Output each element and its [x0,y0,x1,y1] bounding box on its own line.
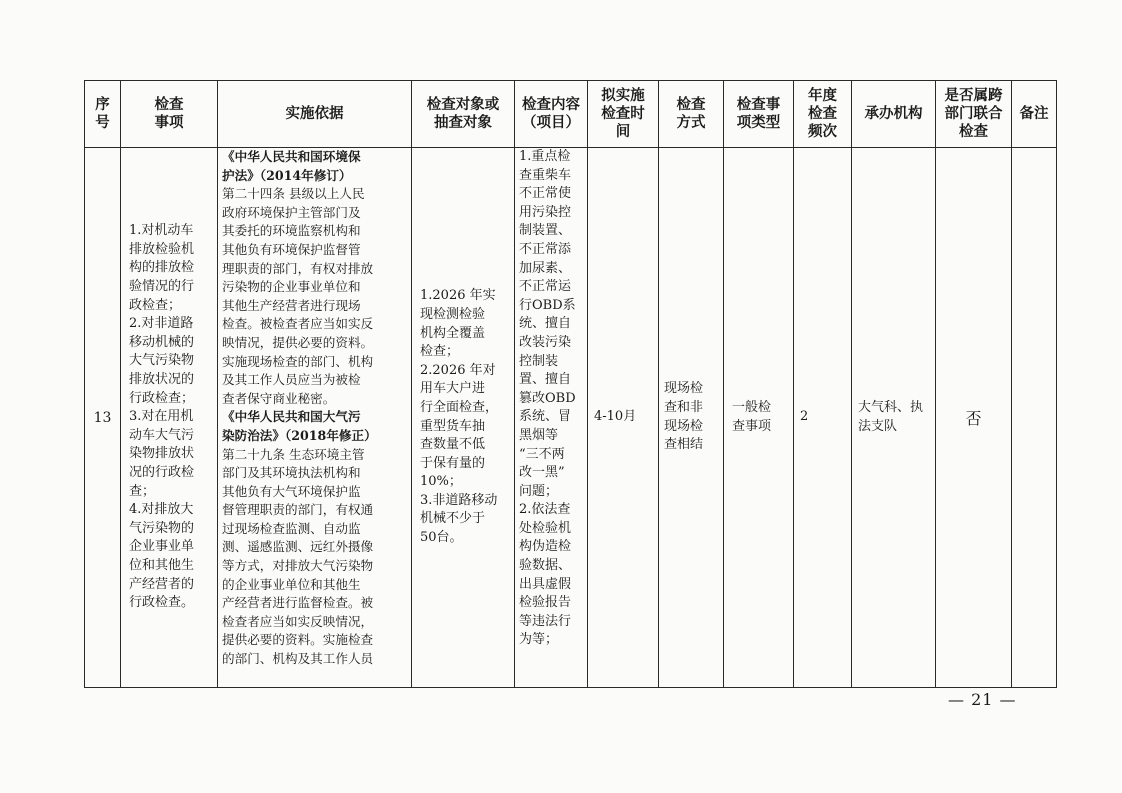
header-org: 承办机构 [852,81,936,148]
row-item: 1.对机动车 排放检验机 构的排放检 验情况的行 政检查； 2.对非道路 移动机械的 大气污染物 排放状况的 行政检查； 3.对在用机 动车大气污 染物排放状 况的行政检 查； 4.对排放大 气污染物的 企业事业单 位和其他生 产经营者的 行政检查。 [121,148,218,688]
row-note [1012,148,1057,688]
table-row [85,148,1057,688]
row-seq: 13 [85,148,121,688]
law2-article: 第二十九条 [222,446,285,462]
law1-text-first: 县级以上人民 [284,186,365,202]
header-time: 拟实施 检查时 间 [588,81,659,148]
law1-text: 政府环境保护主管部门及 其委托的环境监察机构和 其他负有环境保护监督管 理职责的部门，有权对排放 污染物的企业事业单位和 其他生产经营者进行现场 检查。被检查者应当如实反 映情况，提供必要的资料。 实施现场检查的部门、机构 及其工作人员应当为被检 查者保守商业秘密。 [222,204,374,406]
page-number: — 21 — [948,690,1017,709]
header-note: 备注 [1012,81,1057,148]
header-type: 检查事 项类型 [724,81,794,148]
row-target: 1.2026 年实 现检测检验 机构全覆盖 检查； 2.2026 年对 用车大户进 行全面检查， 重型货车抽 查数量不低 于保有量的 10%； 3.非道路移动 机械不少于 50台。 [412,148,515,688]
inspection-table [84,80,1057,688]
row-freq: 2 [794,148,852,688]
row-method: 现场检 查和非 现场检 查相结 [659,148,724,688]
header-freq: 年度 检查 频次 [794,81,852,148]
row-org: 大气科、执 法支队 [852,148,936,688]
header-seq: 序 号 [85,81,121,148]
law2-text-first: 生态环境主管 [284,446,365,462]
row-type: 一般检 查事项 [724,148,794,688]
header-method: 检查 方式 [659,81,724,148]
header-item: 检查 事项 [121,81,218,148]
law1-article: 第二十四条 [222,186,285,202]
header-content: 检查内容 （项目） [515,81,588,148]
header-row [85,81,1057,148]
law2-text: 部门及其环境执法机构和 其他负有大气环境保护监 督管理职责的部门，有权通 过现场检查监测、自动监 测、遥感监测、远红外摄像 等方式，对排放大气污染物 的企业事业单位和其他生 产经营者进行监督检查。被 检查者应当如实反映情况， 提供必要的资料。实施检查 的部门、机构及其工作人员 [222,465,374,667]
row-joint: 否 [936,148,1012,688]
law2-title: 《中华人民共和国大气污 染防治法》（2018年修正） [222,409,377,443]
row-content: 1.重点检 查重柴车 不正常使 用污染控 制装置、 不正常添 加尿素、 不正常运 行OBD系 统、擅自 改装污染 控制装 置、擅自 篡改OBD 系统、冒 黑烟等 “三不两 改一黑” 问题； 2.依法查 处检验机 构伪造检 验数据、 出具虚假 检验报告 等违法行 为等； [515,148,588,688]
law1-title: 《中华人民共和国环境保 护法》（2014年修订） [222,149,361,183]
row-time: 4-10月 [588,148,659,688]
header-basis: 实施依据 [218,81,412,148]
header-target: 检查对象或 抽查对象 [412,81,515,148]
row-basis [218,148,412,688]
header-joint: 是否属跨 部门联合 检查 [936,81,1012,148]
